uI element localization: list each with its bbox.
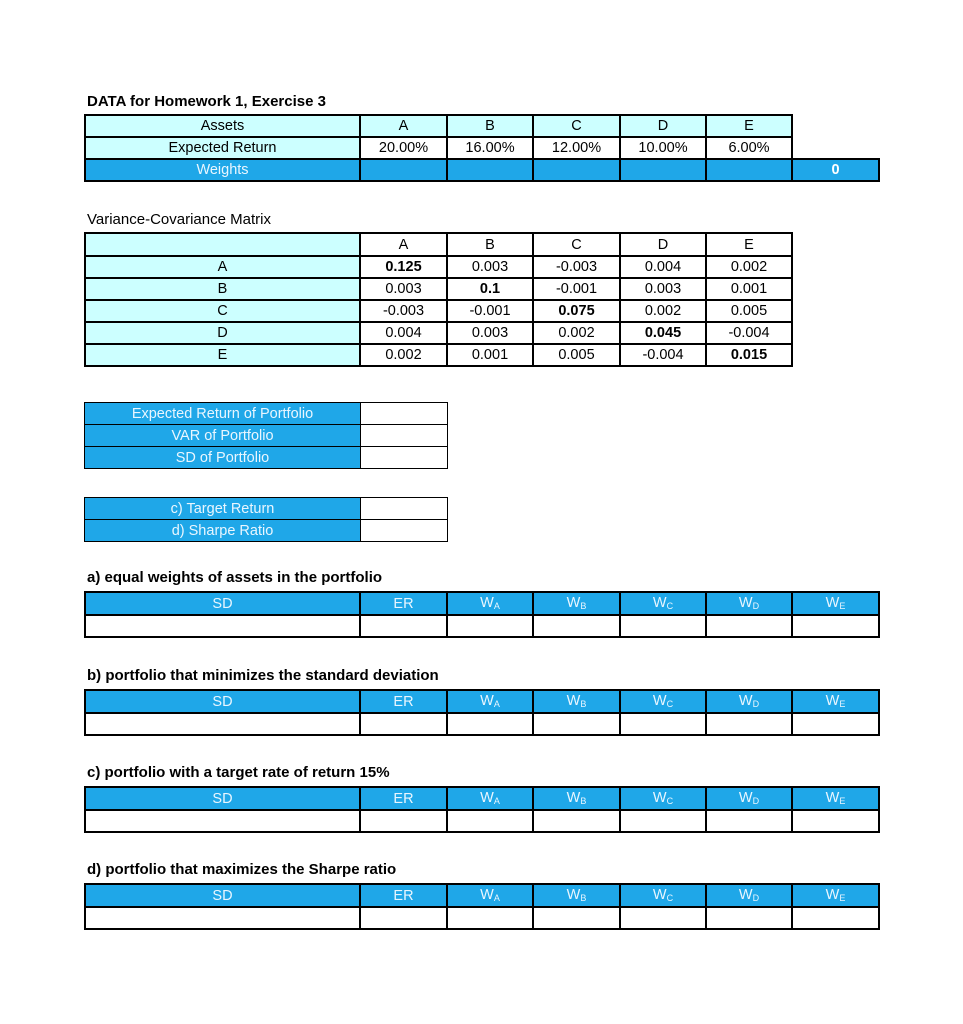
covariance-cell[interactable]: 0.003 xyxy=(447,256,533,278)
covariance-table xyxy=(84,232,793,367)
result-value-cell[interactable] xyxy=(620,907,706,929)
weight-subscript: C xyxy=(666,601,674,611)
spacer-cell xyxy=(792,137,879,159)
result-header-weight xyxy=(447,592,533,615)
portfolio-sd-label: SD of Portfolio xyxy=(85,447,361,469)
result-value-cell[interactable] xyxy=(85,810,360,832)
asset-header: A xyxy=(360,115,447,137)
result-value-cell[interactable] xyxy=(85,907,360,929)
portfolio-var-value[interactable] xyxy=(361,425,448,447)
expected-return-cell[interactable]: 10.00% xyxy=(620,137,706,159)
covariance-col-header: A xyxy=(360,233,447,256)
weight-subscript: D xyxy=(752,796,760,806)
covariance-cell[interactable]: 0.002 xyxy=(533,322,620,344)
expected-return-label: Expected Return xyxy=(85,137,360,159)
result-value-cell[interactable] xyxy=(620,713,706,735)
covariance-cell[interactable]: 0.005 xyxy=(533,344,620,366)
covariance-cell[interactable]: 0.004 xyxy=(360,322,447,344)
result-value-cell[interactable] xyxy=(360,615,447,637)
weight-symbol: W xyxy=(480,693,494,709)
result-value-cell[interactable] xyxy=(792,810,879,832)
result-value-cell[interactable] xyxy=(533,907,620,929)
weight-subscript: B xyxy=(580,796,587,806)
sharpe-ratio-value[interactable] xyxy=(361,520,448,542)
covariance-cell[interactable]: 0.125 xyxy=(360,256,447,278)
result-table xyxy=(84,689,880,736)
result-header-er: ER xyxy=(360,690,447,713)
weight-cell[interactable] xyxy=(447,159,533,181)
result-header-sd: SD xyxy=(85,884,360,907)
result-table xyxy=(84,786,880,833)
result-header-weight xyxy=(620,884,706,907)
result-table xyxy=(84,883,880,930)
result-section-title: d) portfolio that maximizes the Sharpe ratio xyxy=(87,861,397,878)
covariance-cell[interactable]: -0.001 xyxy=(447,300,533,322)
expected-return-cell[interactable]: 12.00% xyxy=(533,137,620,159)
covariance-cell[interactable]: 0.003 xyxy=(360,278,447,300)
weight-cell[interactable] xyxy=(533,159,620,181)
weight-cell[interactable] xyxy=(706,159,792,181)
result-header-weight xyxy=(792,592,879,615)
result-section-title: c) portfolio with a target rate of return 15% xyxy=(87,764,390,781)
covariance-title: Variance-Covariance Matrix xyxy=(87,211,271,228)
weight-symbol: W xyxy=(738,790,753,806)
result-value-cell[interactable] xyxy=(533,615,620,637)
result-value-cell[interactable] xyxy=(620,810,706,832)
covariance-cell[interactable]: 0.001 xyxy=(706,278,792,300)
portfolio-expected-return-label: Expected Return of Portfolio xyxy=(85,403,361,425)
result-header-weight xyxy=(533,690,620,713)
portfolio-var-label: VAR of Portfolio xyxy=(85,425,361,447)
weight-cell[interactable] xyxy=(620,159,706,181)
weight-subscript: B xyxy=(580,699,587,709)
result-value-cell[interactable] xyxy=(447,713,533,735)
result-header-er: ER xyxy=(360,787,447,810)
result-value-cell[interactable] xyxy=(533,810,620,832)
result-value-cell[interactable] xyxy=(792,615,879,637)
weight-symbol: W xyxy=(652,790,667,806)
covariance-cell[interactable]: -0.001 xyxy=(533,278,620,300)
result-header-weight xyxy=(447,884,533,907)
sharpe-ratio-label: d) Sharpe Ratio xyxy=(85,520,361,542)
result-value-cell[interactable] xyxy=(447,810,533,832)
weight-symbol: W xyxy=(566,790,581,806)
covariance-row-label: A xyxy=(85,256,360,278)
weights-label: Weights xyxy=(85,159,360,181)
weight-symbol: W xyxy=(480,887,494,903)
covariance-cell[interactable]: -0.004 xyxy=(620,344,706,366)
covariance-col-header: E xyxy=(706,233,792,256)
result-header-sd: SD xyxy=(85,690,360,713)
asset-header: E xyxy=(706,115,792,137)
weight-symbol: W xyxy=(825,887,840,903)
weight-subscript: A xyxy=(493,699,500,709)
weight-subscript: A xyxy=(493,796,500,806)
result-value-cell[interactable] xyxy=(792,713,879,735)
weight-subscript: E xyxy=(839,796,846,806)
result-value-cell[interactable] xyxy=(533,713,620,735)
covariance-cell[interactable]: 0.015 xyxy=(706,344,792,366)
weight-symbol: W xyxy=(566,595,581,611)
result-header-weight xyxy=(792,690,879,713)
covariance-cell[interactable]: 0.045 xyxy=(620,322,706,344)
result-value-cell[interactable] xyxy=(85,615,360,637)
covariance-cell[interactable]: -0.003 xyxy=(360,300,447,322)
covariance-cell[interactable]: 0.001 xyxy=(447,344,533,366)
covariance-corner xyxy=(85,233,360,256)
covariance-cell[interactable]: 0.075 xyxy=(533,300,620,322)
weight-subscript: D xyxy=(752,699,760,709)
result-value-cell[interactable] xyxy=(447,615,533,637)
covariance-cell[interactable]: 0.003 xyxy=(447,322,533,344)
result-header-er: ER xyxy=(360,592,447,615)
result-header-weight xyxy=(706,690,792,713)
weight-subscript: E xyxy=(839,893,846,903)
result-value-cell[interactable] xyxy=(706,907,792,929)
expected-return-cell[interactable]: 20.00% xyxy=(360,137,447,159)
result-table xyxy=(84,591,880,638)
weight-subscript: C xyxy=(666,893,674,903)
covariance-row-label: E xyxy=(85,344,360,366)
weight-subscript: E xyxy=(839,699,846,709)
target-return-label: c) Target Return xyxy=(85,498,361,520)
weight-subscript: A xyxy=(493,893,500,903)
weight-subscript: C xyxy=(666,796,674,806)
result-header-weight xyxy=(792,884,879,907)
weight-symbol: W xyxy=(652,693,667,709)
weight-subscript: E xyxy=(839,601,846,611)
weight-subscript: C xyxy=(666,699,674,709)
weight-subscript: B xyxy=(580,601,587,611)
data-table xyxy=(84,114,880,182)
covariance-cell[interactable]: 0.1 xyxy=(447,278,533,300)
weight-symbol: W xyxy=(825,595,840,611)
weight-symbol: W xyxy=(738,887,753,903)
covariance-cell[interactable]: -0.003 xyxy=(533,256,620,278)
result-section-title: a) equal weights of assets in the portfolio xyxy=(87,569,383,586)
weight-symbol: W xyxy=(480,595,494,611)
result-value-cell[interactable] xyxy=(360,713,447,735)
result-value-cell[interactable] xyxy=(706,810,792,832)
result-value-cell[interactable] xyxy=(85,713,360,735)
result-value-cell[interactable] xyxy=(447,907,533,929)
result-value-cell[interactable] xyxy=(360,907,447,929)
target-return-value[interactable] xyxy=(361,498,448,520)
result-value-cell[interactable] xyxy=(620,615,706,637)
weight-subscript: D xyxy=(752,601,760,611)
result-value-cell[interactable] xyxy=(792,907,879,929)
result-header-weight xyxy=(620,787,706,810)
result-header-weight xyxy=(706,884,792,907)
weight-subscript: B xyxy=(580,893,587,903)
spacer-cell xyxy=(792,115,879,137)
result-section-title: b) portfolio that minimizes the standard deviation xyxy=(87,667,439,684)
weights-sum-cell[interactable]: 0 xyxy=(792,159,879,181)
weight-symbol: W xyxy=(652,887,667,903)
result-value-cell[interactable] xyxy=(360,810,447,832)
weight-symbol: W xyxy=(566,887,581,903)
result-header-weight xyxy=(792,787,879,810)
covariance-col-header: C xyxy=(533,233,620,256)
portfolio-sd-value[interactable] xyxy=(361,447,448,469)
result-header-weight xyxy=(533,592,620,615)
result-header-weight xyxy=(533,884,620,907)
assets-label: Assets xyxy=(85,115,360,137)
covariance-cell[interactable]: 0.002 xyxy=(620,300,706,322)
result-header-er: ER xyxy=(360,884,447,907)
weight-subscript: A xyxy=(493,601,500,611)
result-header-sd: SD xyxy=(85,592,360,615)
asset-header: B xyxy=(447,115,533,137)
covariance-row-label: B xyxy=(85,278,360,300)
result-header-weight xyxy=(706,592,792,615)
covariance-cell[interactable]: -0.004 xyxy=(706,322,792,344)
weight-symbol: W xyxy=(652,595,667,611)
result-header-weight xyxy=(447,690,533,713)
result-header-weight xyxy=(447,787,533,810)
covariance-row-label: C xyxy=(85,300,360,322)
result-header-sd: SD xyxy=(85,787,360,810)
asset-header: C xyxy=(533,115,620,137)
expected-return-cell[interactable]: 6.00% xyxy=(706,137,792,159)
covariance-col-header: B xyxy=(447,233,533,256)
covariance-cell[interactable]: 0.002 xyxy=(706,256,792,278)
covariance-cell[interactable]: 0.002 xyxy=(360,344,447,366)
weight-cell[interactable] xyxy=(360,159,447,181)
covariance-col-header: D xyxy=(620,233,706,256)
portfolio-stats-table xyxy=(84,402,448,469)
result-value-cell[interactable] xyxy=(706,615,792,637)
result-value-cell[interactable] xyxy=(706,713,792,735)
expected-return-cell[interactable]: 16.00% xyxy=(447,137,533,159)
weight-symbol: W xyxy=(738,693,753,709)
covariance-cell[interactable]: 0.003 xyxy=(620,278,706,300)
weight-symbol: W xyxy=(566,693,581,709)
weight-symbol: W xyxy=(738,595,753,611)
weight-subscript: D xyxy=(752,893,760,903)
asset-header: D xyxy=(620,115,706,137)
data-section-title: DATA for Homework 1, Exercise 3 xyxy=(87,93,326,110)
result-header-weight xyxy=(620,592,706,615)
weight-symbol: W xyxy=(825,693,840,709)
portfolio-expected-return-value[interactable] xyxy=(361,403,448,425)
covariance-row-label: D xyxy=(85,322,360,344)
covariance-cell[interactable]: 0.004 xyxy=(620,256,706,278)
result-header-weight xyxy=(533,787,620,810)
covariance-cell[interactable]: 0.005 xyxy=(706,300,792,322)
result-header-weight xyxy=(706,787,792,810)
weight-symbol: W xyxy=(480,790,494,806)
targets-table xyxy=(84,497,448,542)
result-header-weight xyxy=(620,690,706,713)
weight-symbol: W xyxy=(825,790,840,806)
